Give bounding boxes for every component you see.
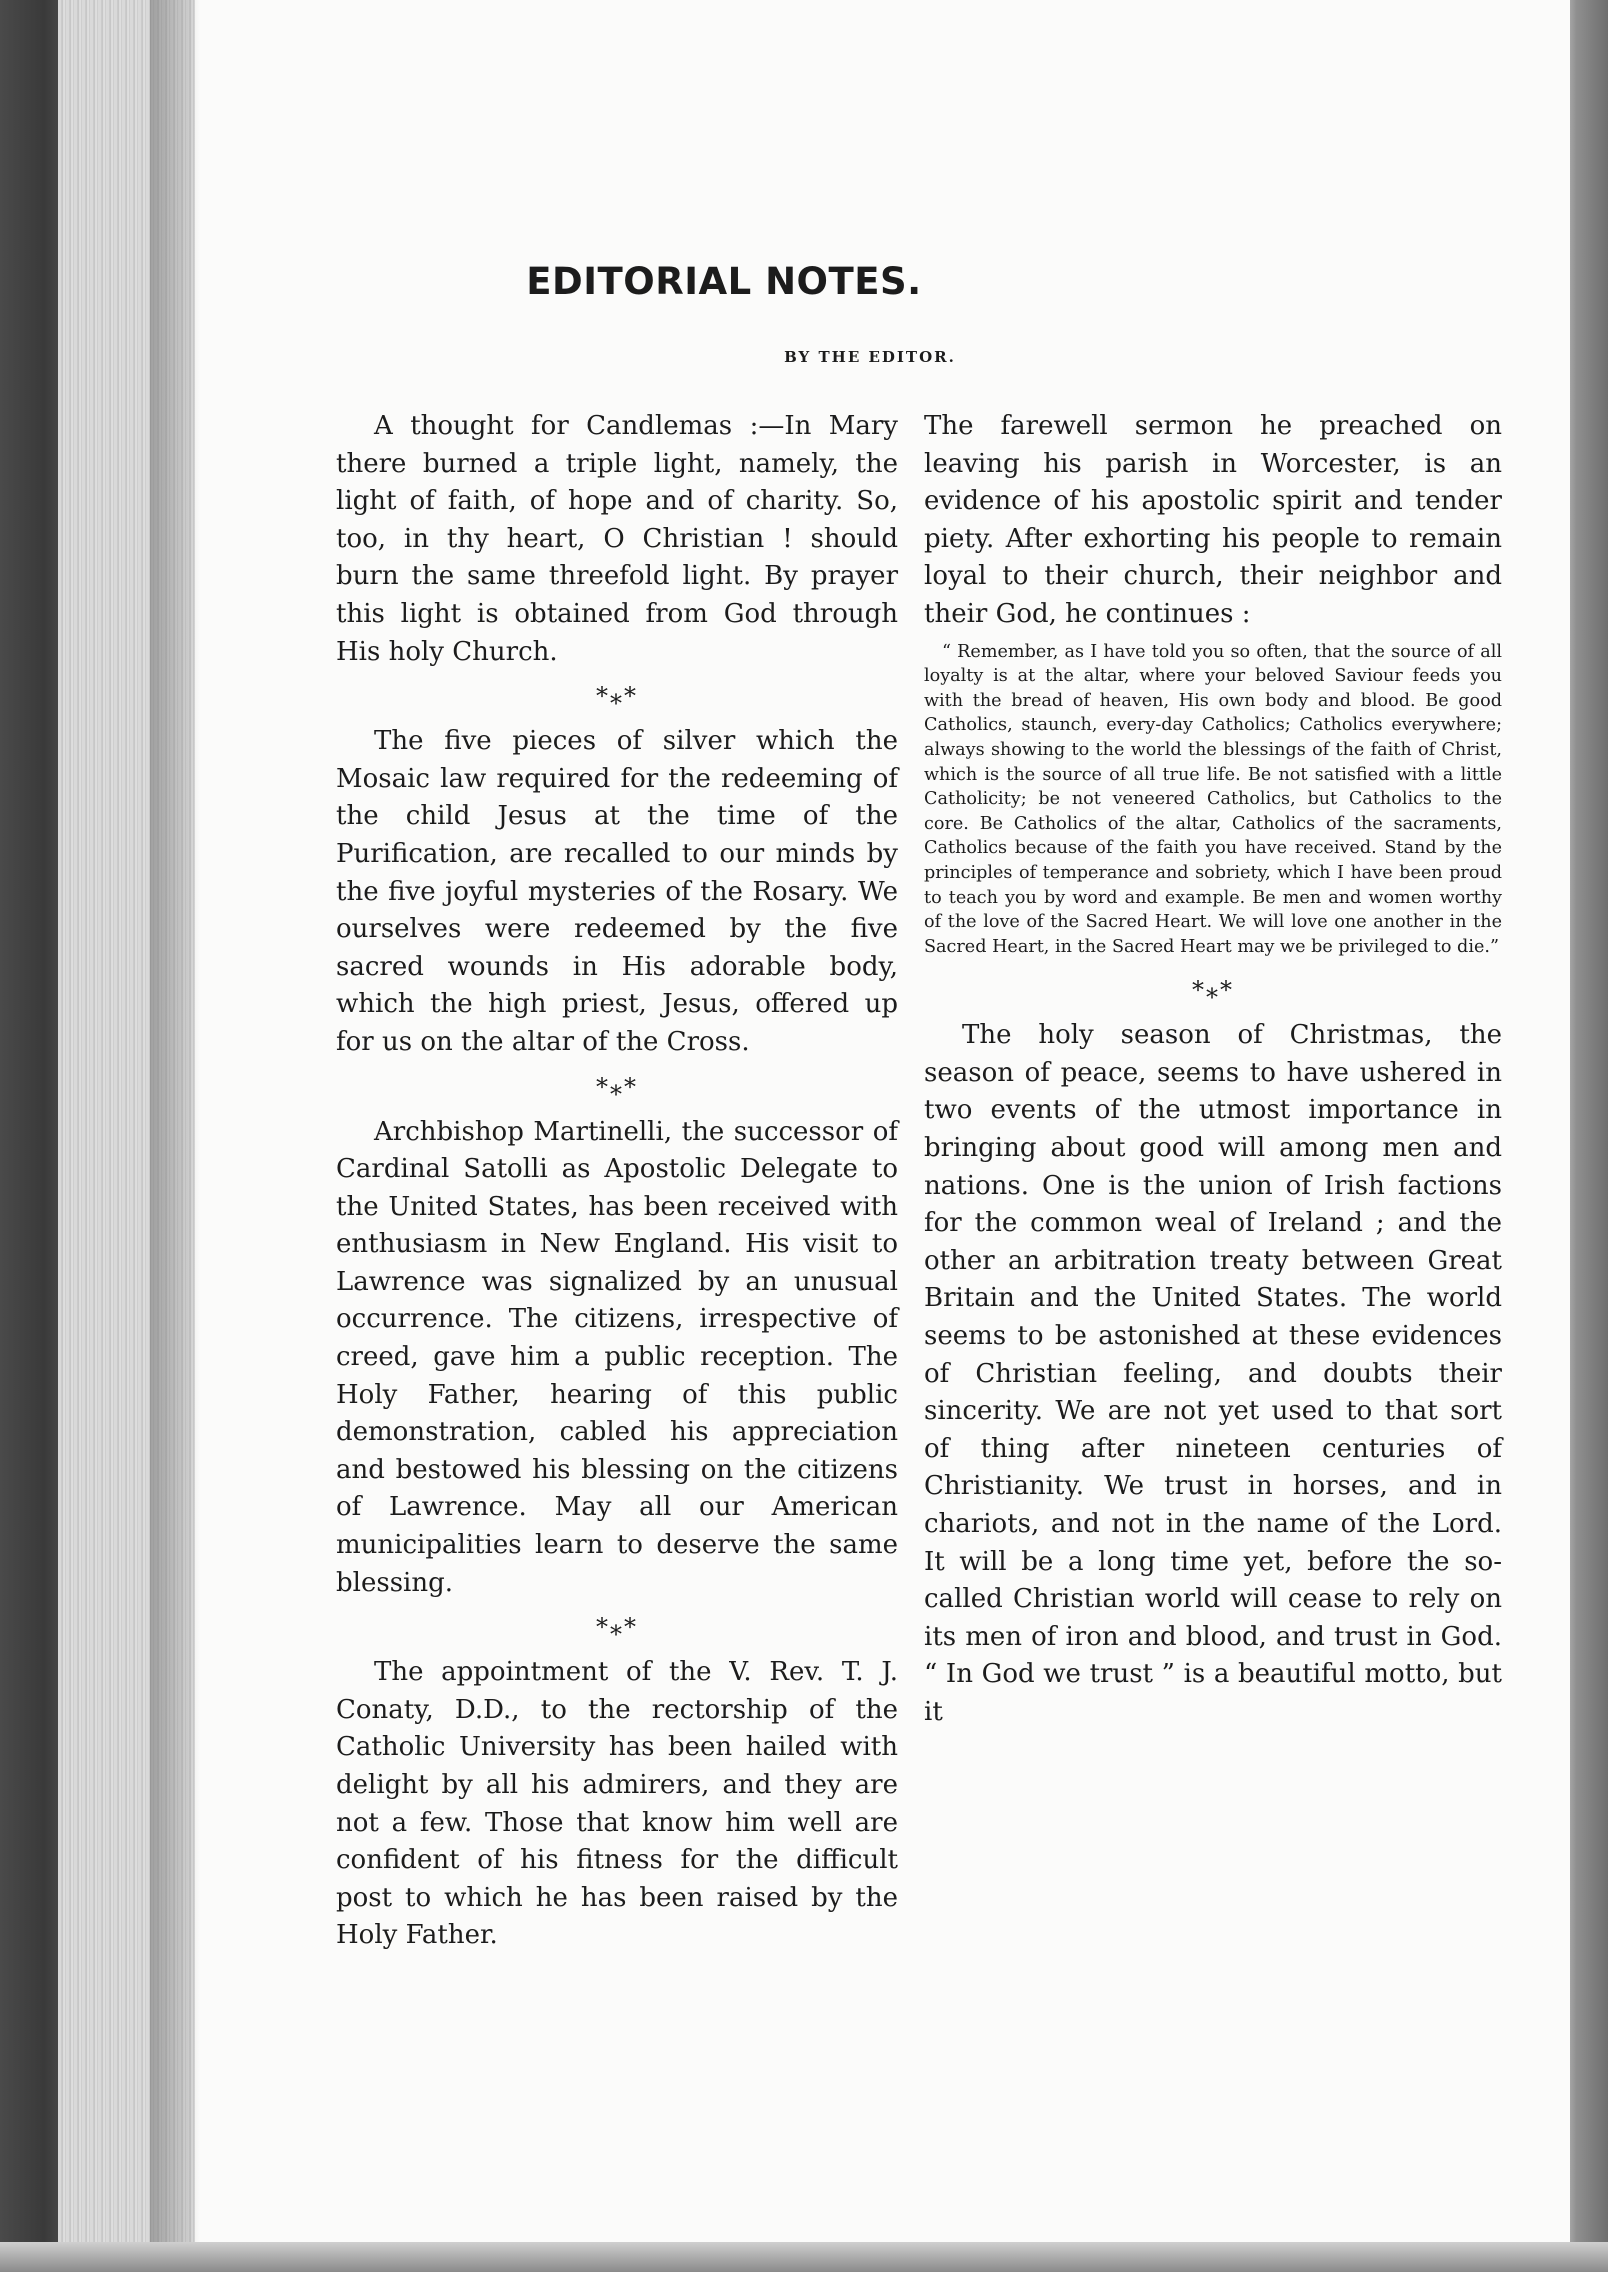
- paragraph-archbishop-martinelli: Archbishop Martinelli, the successor of Cardinal Satolli as Apostolic Delegate to the United States, has been received with enthusiasm in New England. His visit to Lawrence was signalized by an unusual occurrence. The citizens, irrespective of creed, gave him a public reception. The Holy Father, hearing of this public demonstration, cabled his appreciation and bestowed his blessing on the citizens of Lawrence. May all our American municipalities learn to deserve the same blessing.: [336, 1116, 898, 1598]
- paragraph-five-pieces-of-silver: The five pieces of silver which the Mosaic law required for the redeeming of the child Jesus at the time of the Purification, are recalled to our minds by the five joyful mysteries of the Rosary. We ourselves were redeemed by the five sacred wounds in His adorable body, which the high priest, Jesus, offered up for us on the altar of the Cross.: [336, 726, 898, 1057]
- paragraph-conaty-appointment: The appointment of the V. Rev. T. J. Conaty, D.D., to the rectorship of the Catholic University has been hailed with delight by all his admirers, and they are not a few. Those that know him well are confident of his fitness for the difficult post to which he has been raised by the Holy Father.: [336, 1657, 898, 1951]
- page-title: EDITORIAL NOTES.: [526, 260, 922, 303]
- right-column: [924, 408, 1502, 1732]
- section-separator: *⁎*: [1192, 976, 1234, 1005]
- paragraph-christmas-season: The holy season of Christmas, the season of peace, seems to have ushered in two events of the utmost importance in bringing about good will among men and nations. One is the union of Irish factions for the common weal of Ireland ; and the other an arbitration treaty between Great Britain and the United States. The world seems to be astonished at these evidences of Christian feeling, and doubts their sincerity. We are not yet used to that sort of thing after nineteen centuries of Christianity. We trust in horses, and in chariots, and not in the name of the Lord. It will be a long time yet, before the so-called Christian world will cease to rely on its men of iron and blood, and trust in God. “ In God we trust ” is a beautiful motto, but it: [924, 1020, 1502, 1727]
- paragraph-candlemas: A thought for Candlemas :—In Mary there burned a triple light, namely, the light of faith, of hope and of charity. So, too, in thy heart, O Christian ! should burn the same threefold light. By prayer this light is obtained from God through His holy Church.: [336, 411, 898, 667]
- scan-background-bottom: [0, 2242, 1608, 2272]
- section-separator: *⁎*: [596, 1613, 638, 1642]
- section-separator: *⁎*: [596, 1072, 638, 1101]
- section-separator: *⁎*: [596, 682, 638, 711]
- byline: BY THE EDITOR.: [784, 348, 956, 366]
- paragraph-farewell-sermon: The farewell sermon he preached on leaving his parish in Worcester, is an evidence of his apostolic spirit and tender piety. After exhorting his people to remain loyal to their church, their neighbor and their God, he continues :: [924, 411, 1502, 629]
- sermon-quotation: “ Remember, as I have told you so often, that the source of all loyalty is at the altar, where your beloved Saviour feeds you with the bread of heaven, His own body and blood. Be good Catholics, staunch, every-day Catholics; Catholics everywhere; always showing to the world the blessings of the faith of Christ, which is the source of all true life. Be not satisfied with a little Catholicity; be not veneered Catholics, but Catholics to the core. Be Catholics of the altar, Catholics of the sacraments, Catholics because of the faith you have received. Stand by the principles of temperance and sobriety, which I have been proud to teach you by word and example. Be men and women worthy of the love of the Sacred Heart. We will love one another in the Sacred Heart, in the Sacred Heart may we be privileged to die.”: [924, 641, 1502, 957]
- gutter-shadow: [150, 0, 200, 2272]
- left-column: [336, 408, 898, 1955]
